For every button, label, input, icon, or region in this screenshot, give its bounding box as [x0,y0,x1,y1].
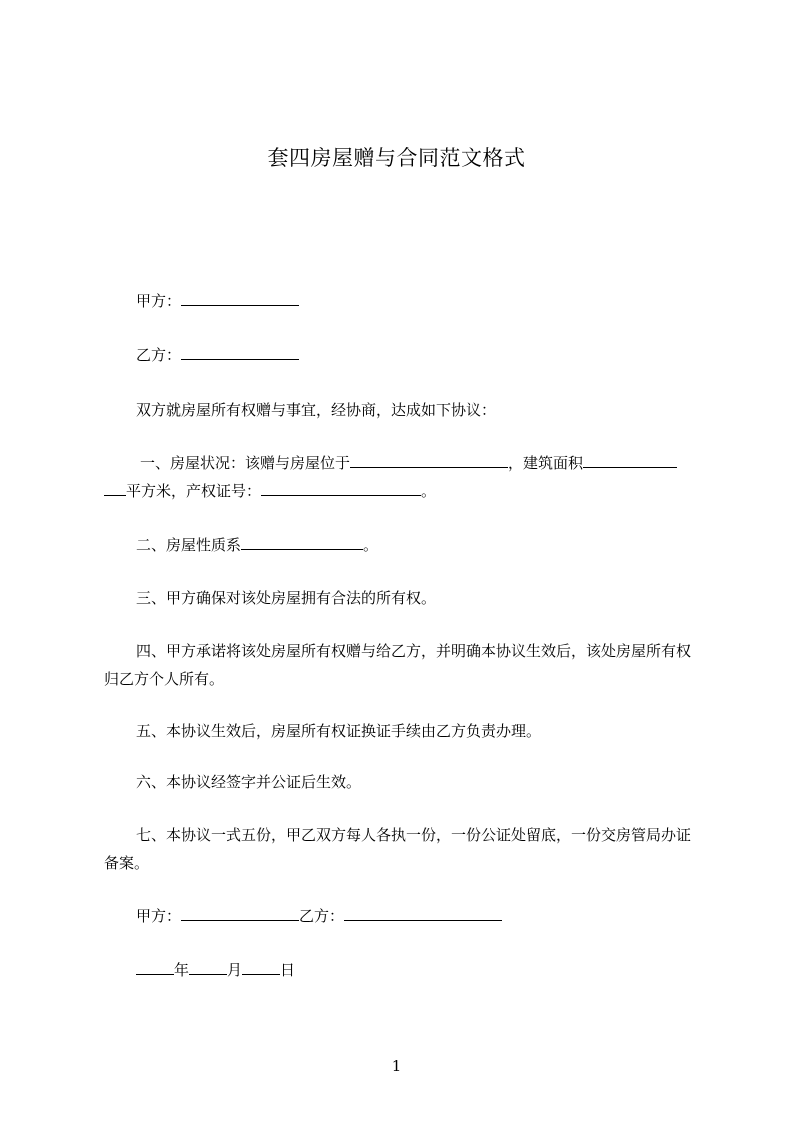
property-type-blank [241,532,363,550]
clause-7-text: 七、本协议一式五份，甲乙双方每人各执一份，一份公证处留底，一份交房管局办证备案。 [104,826,692,872]
signature-party-a-label: 甲方： [136,907,182,925]
clause-1-line-1 [104,449,736,477]
clause-3-text: 三、甲方确保对该处房屋拥有合法的所有权。 [136,589,437,607]
party-b-line [104,341,732,369]
document-title: 套四房屋赠与合同范文格式 [267,146,526,170]
day-blank [242,957,280,975]
party-a-blank [181,288,299,306]
clause-1-text-c: 平方米，产权证号： [126,482,262,500]
year-label: 年 [174,961,190,979]
year-blank [136,957,174,975]
day-label: 日 [280,961,296,979]
clause-4-text: 四、甲方承诺将该处房屋所有权赠与给乙方，并明确本协议生效后，该处房屋所有权归乙方个人所有。 [104,642,692,688]
clause-2-text-a: 二、房屋性质系 [136,536,242,554]
clause-5-text: 五、本协议生效后，房屋所有权证换证手续由乙方负责办理。 [136,722,542,740]
clause-1-text-b: ，建筑面积 [508,454,584,472]
party-b-blank [181,342,299,360]
date-line [104,956,732,984]
certificate-number-blank [261,478,421,496]
area-blank-end [104,478,126,496]
party-b-label: 乙方： [136,346,182,364]
clause-1-text-d: 。 [421,482,437,500]
signature-party-a-blank [181,903,299,921]
month-label: 月 [227,961,243,979]
signature-party-b-blank [344,903,502,921]
clause-1-line-2 [104,477,700,505]
clause-6-text: 六、本协议经签字并公证后生效。 [136,773,362,791]
area-blank-start [583,450,677,468]
page-number: 1 [391,1057,402,1075]
party-a-line [104,287,732,315]
clause-1-text-a: 一、房屋状况：该赠与房屋位于 [140,454,351,472]
signature-party-b-label: 乙方： [299,907,345,925]
intro-text: 双方就房屋所有权赠与事宜，经协商，达成如下协议： [136,401,497,419]
location-blank [350,450,508,468]
party-a-label: 甲方： [136,292,182,310]
month-blank [189,957,227,975]
signature-line [104,902,732,930]
clause-2-text-b: 。 [363,536,379,554]
clause-2-line [104,531,732,559]
